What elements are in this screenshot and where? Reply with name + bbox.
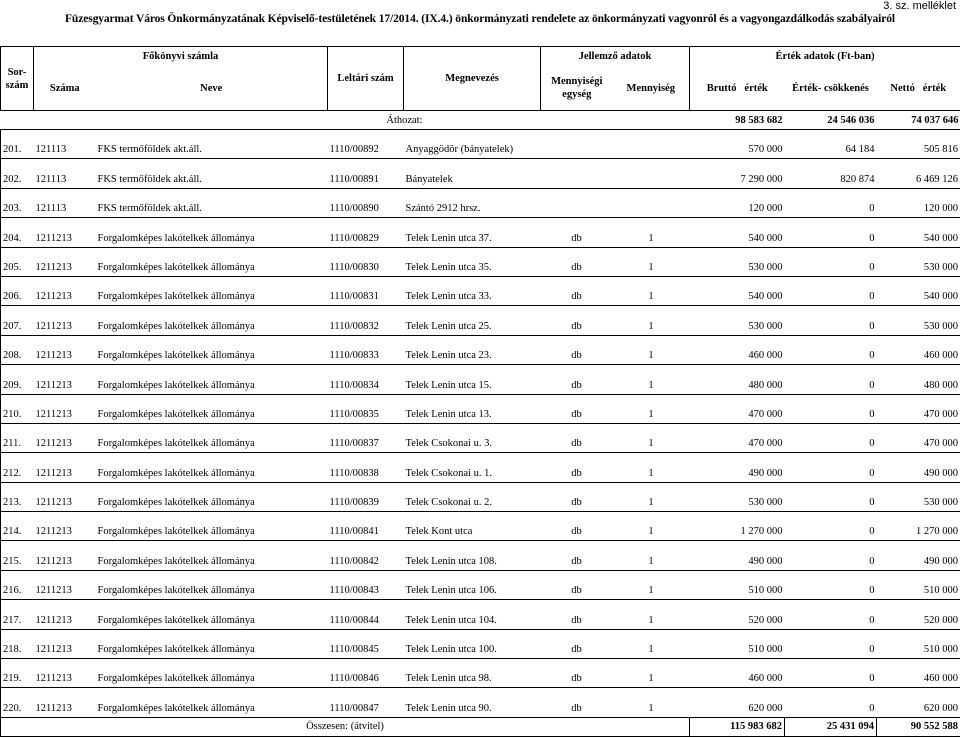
table-cell-neve: Forgalomképes lakótelkek állománya <box>96 247 328 276</box>
table-row <box>1 453 960 482</box>
table-cell-netto: 480 000 <box>877 365 960 394</box>
table-cell-megnevezes: Telek Lenin utca 15. <box>404 365 541 394</box>
table-cell-egyseg: db <box>541 453 613 482</box>
table-cell-brutto: 510 000 <box>690 629 785 658</box>
table-cell-csokkenes: 0 <box>785 570 877 599</box>
carry-csokkenes: 24 546 036 <box>785 111 877 130</box>
table-cell-megnevezes: Bányatelek <box>404 159 541 188</box>
table-cell-sorszam: 216. <box>1 570 34 599</box>
table-cell-netto: 510 000 <box>877 570 960 599</box>
carry-row <box>1 111 960 130</box>
carry-label: Áthozat: <box>1 111 613 130</box>
total-brutto: 115 983 682 <box>690 717 785 736</box>
table-cell-mennyiseg: 1 <box>613 600 690 629</box>
table-cell-neve: Forgalomképes lakótelkek állománya <box>96 570 328 599</box>
table-row <box>1 541 960 570</box>
table-cell-megnevezes: Telek Csokonai u. 3. <box>404 423 541 452</box>
table-cell-netto: 540 000 <box>877 276 960 305</box>
table-cell-szama: 121113 <box>34 159 96 188</box>
table-cell-brutto: 540 000 <box>690 218 785 247</box>
table-cell-csokkenes: 0 <box>785 600 877 629</box>
table-cell-leltari: 1110/00843 <box>328 570 404 599</box>
table-cell-egyseg: db <box>541 629 613 658</box>
table-cell-neve: Forgalomképes lakótelkek állománya <box>96 365 328 394</box>
table-cell-megnevezes: Telek Lenin utca 106. <box>404 570 541 599</box>
table-cell-neve: Forgalomképes lakótelkek állománya <box>96 659 328 688</box>
table-body <box>1 111 960 718</box>
table-row <box>1 512 960 541</box>
table-cell-brutto: 490 000 <box>690 541 785 570</box>
table-header <box>1 47 960 111</box>
table-cell-neve: Forgalomképes lakótelkek állománya <box>96 423 328 452</box>
table-cell-szama: 1211213 <box>34 512 96 541</box>
table-cell-szama: 1211213 <box>34 482 96 511</box>
header-menny-egyseg: Mennyiségi egység <box>541 67 613 111</box>
table-cell-neve: Forgalomképes lakótelkek állománya <box>96 600 328 629</box>
table-cell-szama: 121113 <box>34 130 96 159</box>
table-cell-neve: Forgalomképes lakótelkek állománya <box>96 629 328 658</box>
table-cell-sorszam: 203. <box>1 188 34 217</box>
table-cell-egyseg <box>541 188 613 217</box>
header-csokkenes: Érték- csökkenés <box>785 67 877 111</box>
table-cell-sorszam: 209. <box>1 365 34 394</box>
table-cell-megnevezes: Telek Lenin utca 100. <box>404 629 541 658</box>
table-cell-sorszam: 215. <box>1 541 34 570</box>
table-cell-megnevezes: Telek Lenin utca 108. <box>404 541 541 570</box>
table-cell-leltari: 1110/00891 <box>328 159 404 188</box>
table-cell-csokkenes: 0 <box>785 482 877 511</box>
table-cell-leltari: 1110/00841 <box>328 512 404 541</box>
table-cell-leltari: 1110/00838 <box>328 453 404 482</box>
table-cell-csokkenes: 0 <box>785 188 877 217</box>
table-cell-netto: 530 000 <box>877 482 960 511</box>
table-cell-megnevezes: Telek Lenin utca 23. <box>404 335 541 364</box>
header-ertek-adatok: Érték adatok (Ft-ban) <box>690 47 960 67</box>
table-cell-mennyiseg: 1 <box>613 688 690 717</box>
table-cell-brutto: 470 000 <box>690 423 785 452</box>
table-row <box>1 600 960 629</box>
table-cell-szama: 1211213 <box>34 541 96 570</box>
table-cell-mennyiseg: 1 <box>613 394 690 423</box>
table-cell-megnevezes: Telek Lenin utca 13. <box>404 394 541 423</box>
table-cell-brutto: 620 000 <box>690 688 785 717</box>
table-cell-netto: 6 469 126 <box>877 159 960 188</box>
table-cell-netto: 530 000 <box>877 247 960 276</box>
table-cell-mennyiseg: 1 <box>613 423 690 452</box>
carry-brutto: 98 583 682 <box>690 111 785 130</box>
table-cell-csokkenes: 64 184 <box>785 130 877 159</box>
table-cell-netto: 505 816 <box>877 130 960 159</box>
table-cell-szama: 1211213 <box>34 629 96 658</box>
table-cell-csokkenes: 0 <box>785 306 877 335</box>
total-row <box>1 717 960 736</box>
table-cell-egyseg: db <box>541 512 613 541</box>
table-cell-egyseg: db <box>541 365 613 394</box>
table-cell-neve: Forgalomképes lakótelkek állománya <box>96 688 328 717</box>
table-row <box>1 659 960 688</box>
table-row <box>1 247 960 276</box>
table-cell-brutto: 570 000 <box>690 130 785 159</box>
table-cell-neve: Forgalomképes lakótelkek állománya <box>96 276 328 305</box>
table-cell-mennyiseg: 1 <box>613 659 690 688</box>
table-cell-leltari: 1110/00846 <box>328 659 404 688</box>
header-leltari: Leltári szám <box>328 47 404 111</box>
table-cell-neve: FKS termőföldek akt.áll. <box>96 188 328 217</box>
table-cell-brutto: 120 000 <box>690 188 785 217</box>
table-cell-csokkenes: 820 874 <box>785 159 877 188</box>
table-row <box>1 570 960 599</box>
table-cell-megnevezes: Telek Lenin utca 35. <box>404 247 541 276</box>
table-cell-mennyiseg: 1 <box>613 541 690 570</box>
table-cell-csokkenes: 0 <box>785 335 877 364</box>
table-cell-neve: FKS termőföldek akt.áll. <box>96 130 328 159</box>
table-cell-leltari: 1110/00835 <box>328 394 404 423</box>
table-cell-megnevezes: Telek Lenin utca 37. <box>404 218 541 247</box>
table-cell-mennyiseg: 1 <box>613 247 690 276</box>
table-cell-sorszam: 218. <box>1 629 34 658</box>
table-cell-sorszam: 211. <box>1 423 34 452</box>
table-cell-brutto: 490 000 <box>690 453 785 482</box>
table-cell-sorszam: 220. <box>1 688 34 717</box>
table-cell-netto: 490 000 <box>877 541 960 570</box>
table-cell-netto: 510 000 <box>877 629 960 658</box>
table-cell-leltari: 1110/00845 <box>328 629 404 658</box>
header-megnevezes: Megnevezés <box>404 47 541 111</box>
table-cell-egyseg: db <box>541 394 613 423</box>
table-cell-netto: 1 270 000 <box>877 512 960 541</box>
table-cell-csokkenes: 0 <box>785 394 877 423</box>
table-cell-mennyiseg <box>613 159 690 188</box>
table-cell-netto: 540 000 <box>877 218 960 247</box>
table-cell-szama: 1211213 <box>34 276 96 305</box>
table-cell-szama: 1211213 <box>34 423 96 452</box>
total-csokkenes: 25 431 094 <box>785 717 877 736</box>
table-cell-netto: 520 000 <box>877 600 960 629</box>
table-cell-brutto: 530 000 <box>690 306 785 335</box>
table-row <box>1 629 960 658</box>
table-cell-csokkenes: 0 <box>785 423 877 452</box>
table-cell-egyseg: db <box>541 218 613 247</box>
table-cell-csokkenes: 0 <box>785 512 877 541</box>
table-cell-szama: 1211213 <box>34 306 96 335</box>
annex-label: 3. sz. melléklet <box>883 0 956 12</box>
table-cell-sorszam: 202. <box>1 159 34 188</box>
carry-netto: 74 037 646 <box>877 111 960 130</box>
header-sorszam: Sor- szám <box>1 47 34 111</box>
table-cell-egyseg: db <box>541 306 613 335</box>
table-row <box>1 188 960 217</box>
header-netto: Nettó érték <box>877 67 960 111</box>
table-cell-mennyiseg: 1 <box>613 512 690 541</box>
table-row <box>1 688 960 717</box>
table-cell-mennyiseg: 1 <box>613 335 690 364</box>
table-cell-neve: Forgalomképes lakótelkek állománya <box>96 541 328 570</box>
total-label: Összesen: (átvitel) <box>1 717 690 736</box>
table-cell-neve: Forgalomképes lakótelkek állománya <box>96 512 328 541</box>
table-cell-szama: 1211213 <box>34 394 96 423</box>
table-cell-szama: 1211213 <box>34 570 96 599</box>
table-row <box>1 306 960 335</box>
table-cell-neve: Forgalomképes lakótelkek állománya <box>96 482 328 511</box>
table-cell-brutto: 510 000 <box>690 570 785 599</box>
table-cell-mennyiseg: 1 <box>613 276 690 305</box>
table-cell-brutto: 460 000 <box>690 659 785 688</box>
table-cell-sorszam: 214. <box>1 512 34 541</box>
table-cell-netto: 470 000 <box>877 423 960 452</box>
table-cell-leltari: 1110/00832 <box>328 306 404 335</box>
table-cell-netto: 460 000 <box>877 335 960 364</box>
table-row <box>1 423 960 452</box>
table-cell-csokkenes: 0 <box>785 247 877 276</box>
table-cell-neve: Forgalomképes lakótelkek állománya <box>96 218 328 247</box>
table-cell-brutto: 7 290 000 <box>690 159 785 188</box>
table-cell-sorszam: 213. <box>1 482 34 511</box>
asset-table <box>0 46 960 737</box>
table-cell-leltari: 1110/00890 <box>328 188 404 217</box>
table-cell-csokkenes: 0 <box>785 688 877 717</box>
table-cell-egyseg: db <box>541 335 613 364</box>
table-row <box>1 130 960 159</box>
table-cell-sorszam: 207. <box>1 306 34 335</box>
table-cell-netto: 620 000 <box>877 688 960 717</box>
table-cell-megnevezes: Telek Csokonai u. 1. <box>404 453 541 482</box>
table-cell-leltari: 1110/00833 <box>328 335 404 364</box>
table-row <box>1 159 960 188</box>
table-cell-leltari: 1110/00837 <box>328 423 404 452</box>
table-cell-csokkenes: 0 <box>785 365 877 394</box>
table-cell-megnevezes: Telek Kont utca <box>404 512 541 541</box>
table-cell-sorszam: 201. <box>1 130 34 159</box>
table-row <box>1 394 960 423</box>
table-cell-megnevezes: Anyaggödör (bányatelek) <box>404 130 541 159</box>
table-cell-mennyiseg: 1 <box>613 306 690 335</box>
table-cell-brutto: 530 000 <box>690 247 785 276</box>
table-cell-egyseg <box>541 159 613 188</box>
table-cell-brutto: 460 000 <box>690 335 785 364</box>
table-cell-netto: 470 000 <box>877 394 960 423</box>
table-cell-csokkenes: 0 <box>785 629 877 658</box>
table-cell-sorszam: 217. <box>1 600 34 629</box>
table-cell-egyseg: db <box>541 688 613 717</box>
table-cell-megnevezes: Telek Lenin utca 98. <box>404 659 541 688</box>
table-cell-leltari: 1110/00842 <box>328 541 404 570</box>
table-cell-csokkenes: 0 <box>785 218 877 247</box>
table-cell-megnevezes: Telek Lenin utca 33. <box>404 276 541 305</box>
table-cell-mennyiseg: 1 <box>613 482 690 511</box>
table-cell-netto: 490 000 <box>877 453 960 482</box>
table-cell-szama: 1211213 <box>34 365 96 394</box>
table-cell-csokkenes: 0 <box>785 541 877 570</box>
table-cell-egyseg: db <box>541 600 613 629</box>
table-cell-csokkenes: 0 <box>785 659 877 688</box>
table-row <box>1 276 960 305</box>
header-brutto: Bruttó érték <box>690 67 785 111</box>
header-neve: Neve <box>96 67 328 111</box>
table-cell-szama: 1211213 <box>34 218 96 247</box>
header-jellemzo: Jellemző adatok <box>541 47 690 67</box>
table-cell-mennyiseg: 1 <box>613 629 690 658</box>
table-cell-sorszam: 206. <box>1 276 34 305</box>
table-cell-leltari: 1110/00831 <box>328 276 404 305</box>
table-cell-leltari: 1110/00829 <box>328 218 404 247</box>
table-cell-leltari: 1110/00844 <box>328 600 404 629</box>
table-cell-egyseg: db <box>541 276 613 305</box>
header-mennyiseg: Mennyiség <box>613 67 690 111</box>
table-cell-sorszam: 204. <box>1 218 34 247</box>
table-cell-leltari: 1110/00834 <box>328 365 404 394</box>
table-cell-mennyiseg: 1 <box>613 218 690 247</box>
table-cell-sorszam: 219. <box>1 659 34 688</box>
table-cell-neve: Forgalomképes lakótelkek állománya <box>96 453 328 482</box>
table-cell-szama: 1211213 <box>34 600 96 629</box>
table-cell-megnevezes: Telek Csokonai u. 2. <box>404 482 541 511</box>
table-cell-brutto: 480 000 <box>690 365 785 394</box>
table-cell-szama: 1211213 <box>34 247 96 276</box>
table-cell-neve: Forgalomképes lakótelkek állománya <box>96 394 328 423</box>
table-cell-megnevezes: Telek Lenin utca 104. <box>404 600 541 629</box>
table-cell-szama: 1211213 <box>34 335 96 364</box>
table-row <box>1 365 960 394</box>
table-cell-brutto: 530 000 <box>690 482 785 511</box>
table-cell-mennyiseg <box>613 188 690 217</box>
document-title: Füzesgyarmat Város Önkormányzatának Képviselő-testületének 17/2014. (IX.4.) önkormányzati rendelete az önkormányzati vagyonról és a vagyongazdálkodás szabályairól <box>0 13 960 25</box>
table-cell-mennyiseg <box>613 130 690 159</box>
total-netto: 90 552 588 <box>877 717 960 736</box>
table-cell-egyseg: db <box>541 423 613 452</box>
table-row <box>1 482 960 511</box>
table-cell-megnevezes: Telek Lenin utca 25. <box>404 306 541 335</box>
table-cell-leltari: 1110/00839 <box>328 482 404 511</box>
table-cell-egyseg: db <box>541 659 613 688</box>
table-cell-egyseg: db <box>541 570 613 599</box>
table-cell-sorszam: 210. <box>1 394 34 423</box>
table-row <box>1 335 960 364</box>
table-cell-brutto: 470 000 <box>690 394 785 423</box>
table-cell-sorszam: 212. <box>1 453 34 482</box>
table-cell-megnevezes: Szántó 2912 hrsz. <box>404 188 541 217</box>
table-cell-sorszam: 205. <box>1 247 34 276</box>
table-cell-szama: 1211213 <box>34 453 96 482</box>
table-cell-netto: 120 000 <box>877 188 960 217</box>
table-cell-brutto: 1 270 000 <box>690 512 785 541</box>
table-cell-netto: 460 000 <box>877 659 960 688</box>
table-cell-szama: 1211213 <box>34 688 96 717</box>
table-cell-leltari: 1110/00892 <box>328 130 404 159</box>
table-cell-mennyiseg: 1 <box>613 453 690 482</box>
table-cell-egyseg: db <box>541 541 613 570</box>
header-szama: Száma <box>34 67 96 111</box>
table-cell-mennyiseg: 1 <box>613 570 690 599</box>
table-cell-csokkenes: 0 <box>785 453 877 482</box>
table-row <box>1 218 960 247</box>
table-cell-neve: FKS termőföldek akt.áll. <box>96 159 328 188</box>
table-cell-brutto: 540 000 <box>690 276 785 305</box>
table-cell-neve: Forgalomképes lakótelkek állománya <box>96 335 328 364</box>
table-cell-brutto: 520 000 <box>690 600 785 629</box>
table-cell-megnevezes: Telek Lenin utca 90. <box>404 688 541 717</box>
table-cell-mennyiseg: 1 <box>613 365 690 394</box>
table-cell-szama: 1211213 <box>34 659 96 688</box>
header-fokonyvi: Főkönyvi számla <box>34 47 328 67</box>
table-cell-egyseg <box>541 130 613 159</box>
table-cell-leltari: 1110/00830 <box>328 247 404 276</box>
table-cell-leltari: 1110/00847 <box>328 688 404 717</box>
table-cell-neve: Forgalomképes lakótelkek állománya <box>96 306 328 335</box>
table-cell-sorszam: 208. <box>1 335 34 364</box>
table-cell-egyseg: db <box>541 482 613 511</box>
table-cell-netto: 530 000 <box>877 306 960 335</box>
table-cell-csokkenes: 0 <box>785 276 877 305</box>
table-cell-egyseg: db <box>541 247 613 276</box>
table-cell-szama: 121113 <box>34 188 96 217</box>
